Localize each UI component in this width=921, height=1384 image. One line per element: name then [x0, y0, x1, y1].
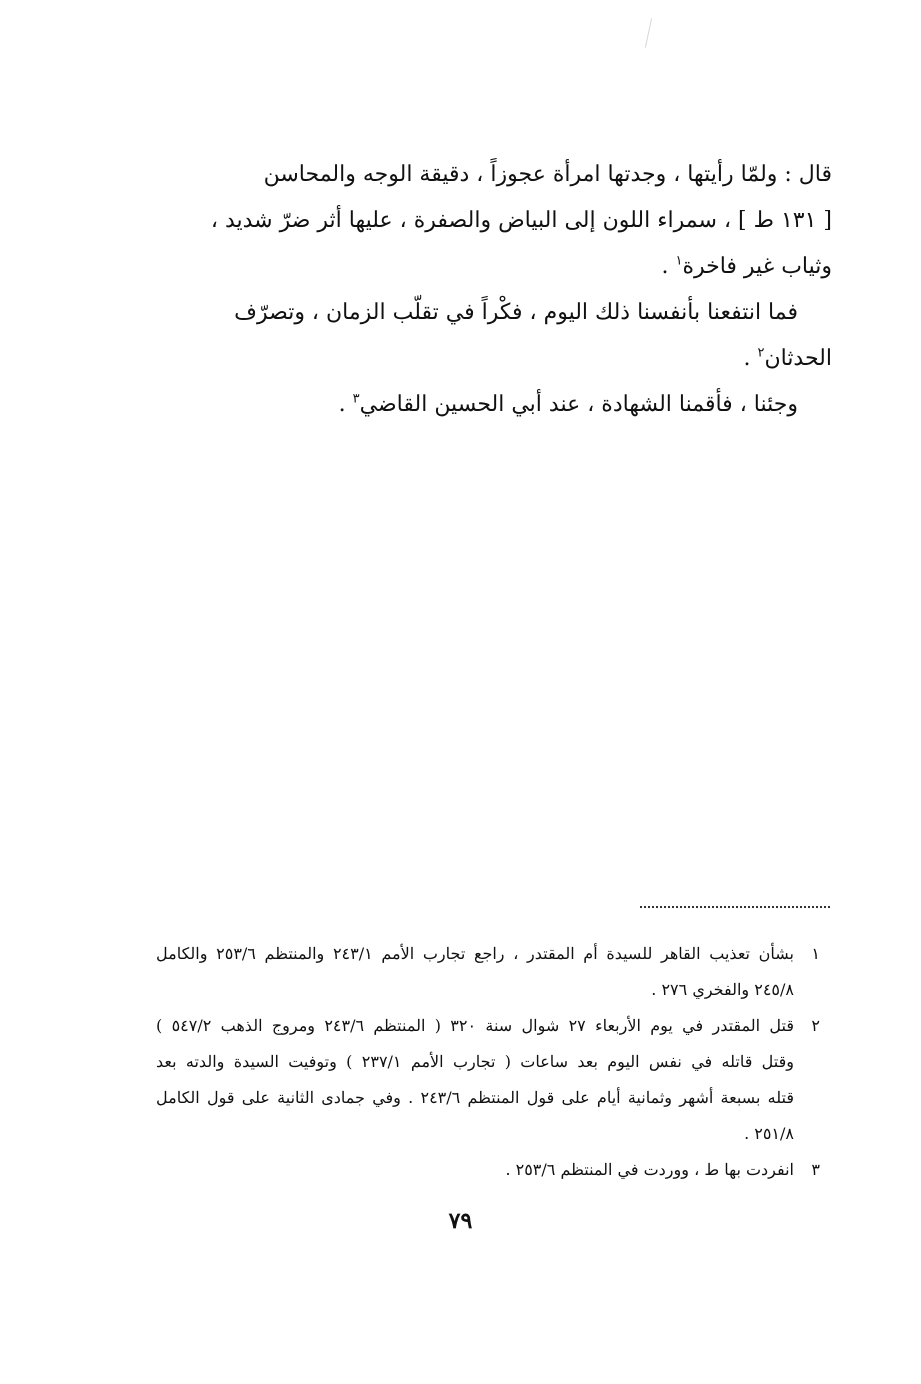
scan-mark	[645, 18, 652, 48]
paragraph-1-line-2: [ ١٣١ ط ] ، سمراء اللون إلى البياض والصفرة ، عليها أثر ضرّ شديد ،	[210, 208, 832, 233]
paragraph-3-line-1	[160, 382, 832, 428]
footnote-1	[156, 936, 820, 1008]
paragraph-2-line-1: فما انتفعنا بأنفسنا ذلك اليوم ، فكْراً في تقلّب الزمان ، وتصرّف	[234, 300, 798, 325]
paragraph-1-end: .	[661, 254, 676, 279]
paragraph-3-line-1-text: وجئنا ، فأقمنا الشهادة ، عند أبي الحسين القاضي	[359, 392, 798, 417]
footnote-ref-3[interactable]: ٣	[352, 391, 360, 407]
footnote-1-number: ١	[811, 944, 820, 963]
paragraph-2-line-2	[160, 336, 832, 382]
footnote-3-line-1: انفردت بها ط ، ووردت في المنتظم ٢٥٣/٦ .	[505, 1160, 794, 1179]
paragraph-1-line-3	[160, 244, 832, 290]
paragraph-2-end: .	[743, 346, 758, 371]
footnote-1-line-1: بشأن تعذيب القاهر للسيدة أم المقتدر ، راجع تجارب الأمم ٢٤٣/١ والمنتظم ٢٥٣/٦ والكامل	[156, 944, 795, 963]
footnote-separator	[640, 906, 830, 908]
footnote-ref-2[interactable]: ٢	[757, 345, 765, 361]
footnote-2-line-4: ٢٥١/٨ .	[744, 1124, 794, 1143]
paragraph-3-end: .	[338, 392, 353, 417]
footnote-2-number: ٢	[811, 1016, 820, 1035]
footnote-3-number: ٣	[811, 1160, 820, 1179]
main-text	[160, 152, 832, 428]
footnote-2	[156, 1008, 820, 1152]
footnote-2-line-1: قتل المقتدر في يوم الأربعاء ٢٧ شوال سنة ٣٢٠ ( المنتظم ٢٤٣/٦ ومروج الذهب ٥٤٧/٢ )	[156, 1016, 795, 1035]
paragraph-1-line-3-text: وثياب غير فاخرة	[682, 254, 832, 279]
footnote-ref-1[interactable]: ١	[675, 253, 683, 269]
footnote-2-line-2: وقتل قاتله في نفس اليوم بعد ساعات ( تجارب الأمم ٢٣٧/١ ) وتوفيت السيدة والدته بعد	[156, 1052, 794, 1071]
paragraph-2-line-2-text: الحدثان	[764, 346, 832, 371]
paragraph-1-line-1: قال : ولمّا رأيتها ، وجدتها امرأة عجوزاً ، دقيقة الوجه والمحاسن	[263, 162, 832, 187]
footnotes	[156, 936, 820, 1188]
footnote-3	[156, 1152, 820, 1188]
footnote-2-line-3: قتله بسبعة أشهر وثمانية أيام على قول المنتظم ٢٤٣/٦ . وفي جمادى الثانية على قول الكامل	[156, 1088, 794, 1107]
footnote-1-line-2: ٢٤٥/٨ والفخري ٢٧٦ .	[651, 980, 794, 999]
page-number: ٧٩	[448, 1208, 473, 1234]
